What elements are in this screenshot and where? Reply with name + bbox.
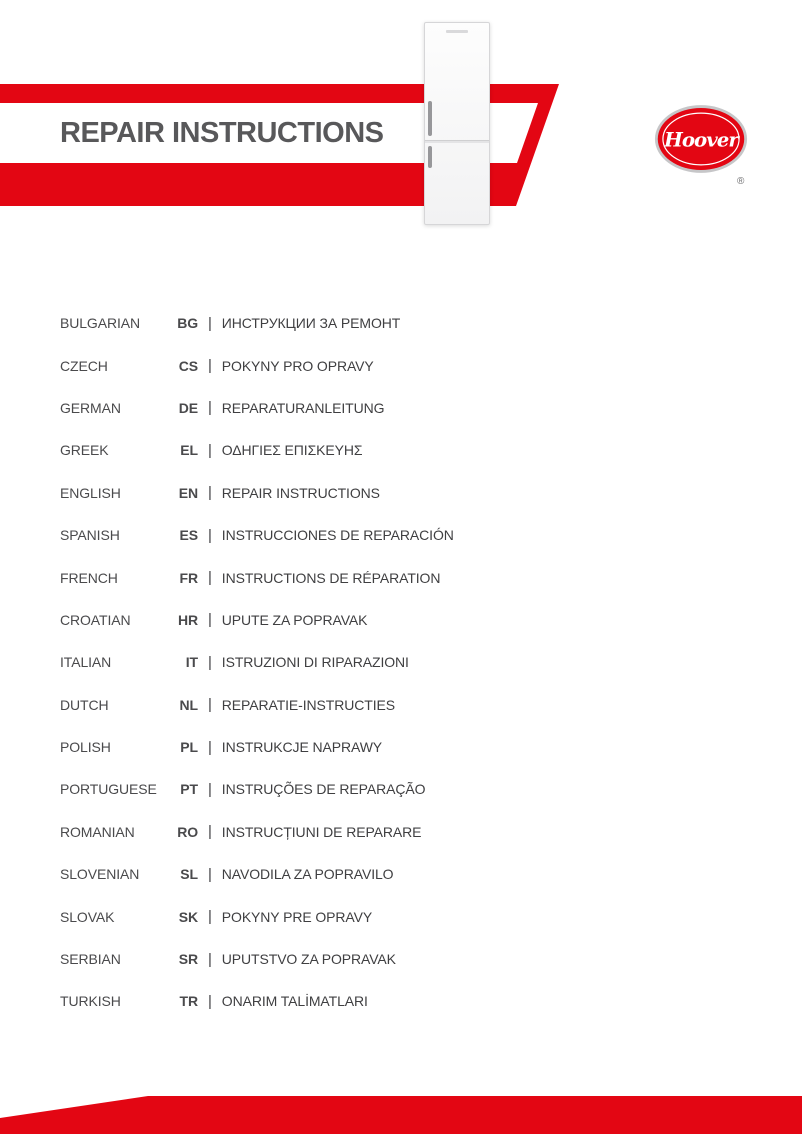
language-code: CS (178, 357, 198, 374)
language-row (60, 599, 760, 641)
language-name: SPANISH (60, 527, 120, 544)
bottom-band (0, 1094, 802, 1134)
language-cell (60, 697, 198, 713)
language-name: GREEK (60, 442, 109, 459)
language-cell (60, 993, 198, 1009)
separator-bar: | (208, 399, 212, 417)
separator-bar: | (208, 569, 212, 587)
separator-bar: | (208, 738, 212, 756)
language-row (60, 853, 760, 895)
language-name: SLOVENIAN (60, 866, 140, 883)
language-title: INSTRUCȚIUNI DE REPARARE (221, 823, 422, 840)
separator-bar: | (208, 526, 212, 544)
language-code: ES (179, 527, 198, 544)
language-name: CROATIAN (60, 611, 131, 628)
language-name: CZECH (60, 357, 108, 374)
language-name: FRENCH (60, 569, 118, 586)
language-code: DE (178, 399, 198, 416)
language-row (60, 302, 760, 344)
language-row (60, 344, 760, 386)
language-code: BG (177, 315, 198, 332)
language-code: IT (185, 654, 198, 671)
language-row (60, 980, 760, 1022)
language-code: PT (180, 781, 198, 798)
language-title: INSTRUCCIONES DE REPARACIÓN (221, 527, 454, 544)
language-cell (60, 909, 198, 925)
language-cell (60, 442, 198, 458)
hoover-logo (654, 102, 748, 176)
separator-bar: | (208, 484, 212, 502)
language-title: NAVODILA ZA POPRAVILO (221, 866, 394, 883)
language-cell (60, 358, 198, 374)
language-code: NL (179, 696, 198, 713)
language-code: EN (178, 484, 198, 501)
language-cell (60, 781, 198, 797)
language-list (60, 302, 760, 1023)
language-name: SLOVAK (60, 908, 115, 925)
language-name: PORTUGUESE (60, 781, 157, 798)
language-title: POKYNY PRO OPRAVY (221, 357, 374, 374)
language-row (60, 514, 760, 556)
language-code: RO (177, 823, 198, 840)
language-cell (60, 824, 198, 840)
language-name: TURKISH (60, 993, 121, 1010)
separator-bar: | (208, 950, 212, 968)
language-title: UPUTSTVO ZA POPRAVAK (221, 951, 396, 968)
registered-trademark-symbol: ® (737, 176, 745, 187)
separator-bar: | (208, 696, 212, 714)
fridge-brand-mark (446, 30, 468, 33)
language-title: INSTRUCTIONS DE RÉPARATION (221, 569, 441, 586)
separator-bar: | (208, 653, 212, 671)
language-row (60, 895, 760, 937)
language-cell (60, 400, 198, 416)
language-title: ΟΔΗΓΙΕΣ ΕΠΙΣΚΕΥΗΣ (221, 442, 363, 459)
language-title: INSTRUKCJE NAPRAWY (221, 739, 383, 756)
language-name: ENGLISH (60, 484, 121, 501)
language-code: TR (179, 993, 198, 1010)
language-row (60, 768, 760, 810)
language-cell (60, 866, 198, 882)
language-cell (60, 739, 198, 755)
language-code: SK (178, 908, 198, 925)
language-cell (60, 485, 198, 501)
language-cell (60, 612, 198, 628)
language-cell (60, 654, 198, 670)
language-row (60, 387, 760, 429)
fridge-lower-handle (428, 146, 432, 168)
separator-bar: | (208, 611, 212, 629)
separator-bar: | (208, 823, 212, 841)
bottom-red-band (0, 1096, 802, 1134)
logo-brand-text: Hoover (664, 127, 738, 152)
language-title: ISTRUZIONI DI RIPARAZIONI (221, 654, 409, 671)
language-code: EL (180, 442, 198, 459)
language-name: BULGARIAN (60, 315, 141, 332)
language-cell (60, 527, 198, 543)
separator-bar: | (208, 441, 212, 459)
separator-bar: | (208, 780, 212, 798)
language-cell (60, 570, 198, 586)
language-code: FR (179, 569, 198, 586)
language-name: POLISH (60, 739, 111, 756)
language-name: SERBIAN (60, 951, 121, 968)
language-title: REPARATURANLEITUNG (221, 399, 385, 416)
language-code: SL (180, 866, 198, 883)
language-cell (60, 315, 198, 331)
language-title: REPAIR INSTRUCTIONS (221, 484, 380, 501)
language-row (60, 811, 760, 853)
language-row (60, 726, 760, 768)
language-title: POKYNY PRE OPRAVY (221, 908, 373, 925)
separator-bar: | (208, 992, 212, 1010)
language-title: REPARATIE-INSTRUCTIES (221, 696, 395, 713)
separator-bar: | (208, 314, 212, 332)
language-name: ITALIAN (60, 654, 112, 671)
language-title: INSTRUÇÕES DE REPARAÇÃO (221, 781, 426, 798)
fridge-upper-handle (428, 101, 432, 135)
language-row (60, 429, 760, 471)
language-title: ONARIM TALİMATLARI (221, 993, 368, 1010)
separator-bar: | (208, 908, 212, 926)
language-row (60, 641, 760, 683)
language-row (60, 472, 760, 514)
language-name: DUTCH (60, 696, 109, 713)
fridge-image (424, 22, 490, 225)
language-row (60, 938, 760, 980)
language-name: ROMANIAN (60, 823, 135, 840)
language-row (60, 684, 760, 726)
language-code: HR (177, 611, 198, 628)
page-title: REPAIR INSTRUCTIONS (60, 116, 384, 149)
language-code: PL (180, 739, 198, 756)
fridge-door-split (425, 140, 489, 143)
language-title: UPUTE ZA POPRAVAK (221, 611, 368, 628)
language-name: GERMAN (60, 399, 121, 416)
language-row (60, 556, 760, 598)
language-code: SR (178, 951, 198, 968)
language-title: ИНСТРУКЦИИ ЗА РЕМОНТ (221, 315, 401, 332)
language-cell (60, 951, 198, 967)
separator-bar: | (208, 865, 212, 883)
separator-bar: | (208, 357, 212, 375)
